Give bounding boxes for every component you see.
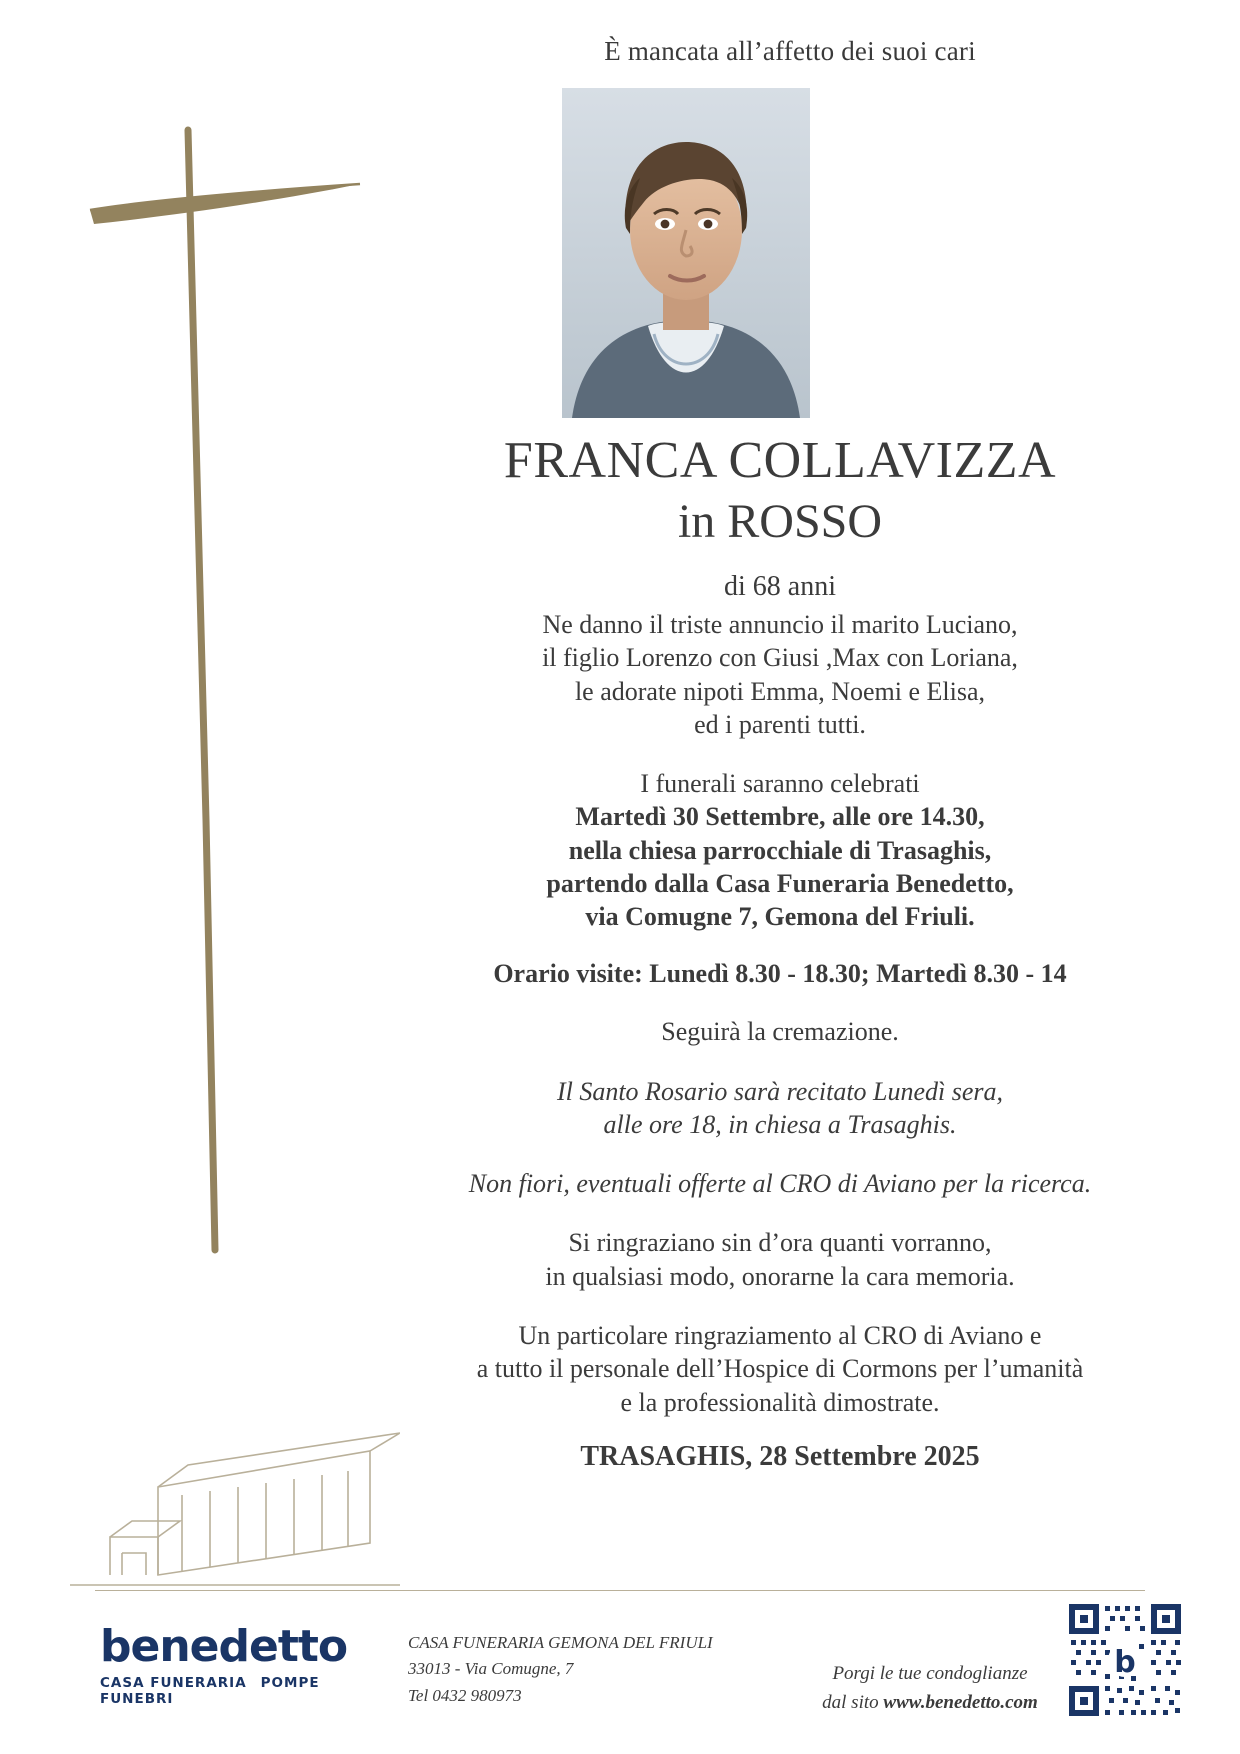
funeral-intro-line: I funerali saranno celebrati xyxy=(640,769,920,799)
rosary-paragraph xyxy=(330,1075,1230,1142)
obituary-body xyxy=(330,608,1230,1473)
funeral-line: via Comugne 7, Gemona del Friuli. xyxy=(585,902,975,932)
announcement-line: ed i parenti tutti. xyxy=(694,709,866,739)
deceased-name-block xyxy=(330,430,1230,603)
announcement-line: le adorate nipoti Emma, Noemi e Elisa, xyxy=(574,676,986,706)
address-line-3: Tel 0432 980973 xyxy=(408,1685,522,1705)
company-address xyxy=(408,1630,713,1709)
svg-text:b: b xyxy=(1114,1645,1136,1680)
place-and-date: TRASAGHIS, 28 Settembre 2025 xyxy=(580,1440,980,1472)
logo-wordmark: benedetto xyxy=(100,1621,348,1672)
website-link[interactable]: www.benedetto.com xyxy=(883,1691,1038,1713)
logo-tagline-left: CASA FUNERARIA xyxy=(100,1675,247,1691)
rosary-line: alle ore 18, in chiesa a Trasaghis. xyxy=(603,1109,957,1139)
special-thanks-paragraph xyxy=(330,1319,1230,1419)
special-thanks-line: e la professionalità dimostrate. xyxy=(620,1387,940,1417)
funeral-line: nella chiesa parrocchiale di Trasaghis, xyxy=(568,835,992,865)
funeral-paragraph xyxy=(330,767,1230,933)
special-thanks-line: a tutto il personale dell’Hospice di Cormons per l’umanità xyxy=(476,1354,1084,1384)
logo-tagline xyxy=(100,1675,360,1707)
thanks-line: Si ringraziano sin d’ora quanti vorranno, xyxy=(568,1228,992,1258)
thanks-paragraph xyxy=(330,1226,1230,1293)
header-line: È mancata all’affetto dei suoi cari xyxy=(604,36,976,66)
qr-code-icon[interactable] xyxy=(1065,1600,1185,1720)
logo-tagline-right: POMPE FUNEBRI xyxy=(100,1675,320,1707)
condolences-prefix: dal sito xyxy=(822,1691,884,1713)
rosary-line: Il Santo Rosario sarà recitato Lunedì sera, xyxy=(556,1076,1004,1106)
deceased-name-primary: FRANCA COLLAVIZZA xyxy=(503,432,1057,489)
address-line-1: CASA FUNERARIA GEMONA DEL FRIULI xyxy=(408,1633,713,1652)
footer-divider xyxy=(95,1590,1145,1591)
funeral-line: Martedì 30 Settembre, alle ore 14.30, xyxy=(575,802,985,832)
special-thanks-line: Un particolare ringraziamento al CRO di Aviano e xyxy=(518,1320,1042,1350)
condolences-line-2 xyxy=(800,1689,1060,1718)
funeral-line: partendo dalla Casa Funeraria Benedetto, xyxy=(546,868,1014,898)
benedetto-logo xyxy=(100,1621,360,1707)
visiting-hours: Orario visite: Lunedì 8.30 - 18.30; Martedì 8.30 - 14 xyxy=(493,959,1067,989)
announcement-line: il figlio Lorenzo con Giusi ,Max con Loriana, xyxy=(542,643,1018,673)
thanks-line: in qualsiasi modo, onorarne la cara memoria. xyxy=(545,1261,1015,1291)
condolences-line-1: Porgi le tue condoglianze xyxy=(832,1663,1028,1684)
announcement-line: Ne danno il triste annuncio il marito Luciano, xyxy=(542,610,1018,639)
announcement-paragraph xyxy=(330,608,1230,741)
flowers-note: Non fiori, eventuali offerte al CRO di Aviano per la ricerca. xyxy=(468,1169,1092,1199)
address-line-2: 33013 - Via Comugne, 7 xyxy=(408,1659,574,1679)
portrait-photo xyxy=(562,88,810,418)
deceased-name-secondary: in ROSSO xyxy=(677,495,883,549)
condolences-note xyxy=(800,1660,1060,1717)
deceased-age: di 68 anni xyxy=(724,570,836,602)
cremation-note: Seguirà la cremazione. xyxy=(661,1017,899,1047)
